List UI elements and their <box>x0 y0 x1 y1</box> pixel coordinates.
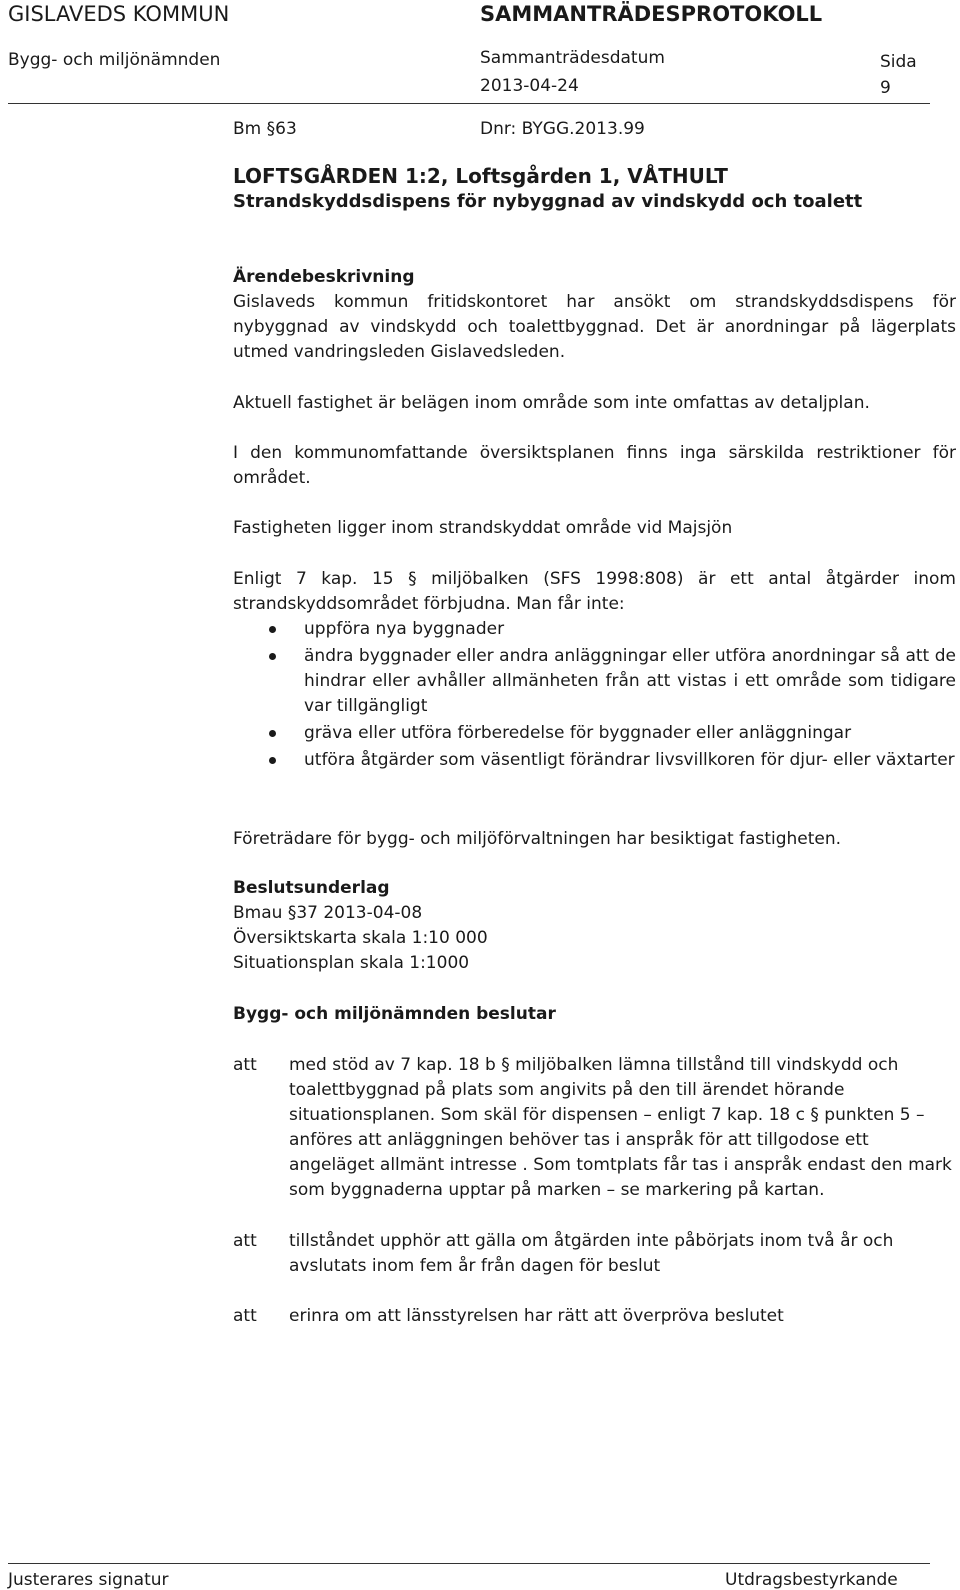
case-title-block <box>233 164 956 214</box>
decision-prefix: att <box>233 1055 257 1075</box>
adjuster-signature-label: Justerares signatur <box>8 1570 169 1590</box>
description-section <box>233 265 956 365</box>
list-item: gräva eller utföra förberedelse för byggnader eller anläggningar <box>233 721 956 746</box>
description-paragraph: I den kommunomfattande översiktsplanen finns inga särskilda restriktioner för området. <box>233 443 956 488</box>
decision-heading: Bygg- och miljönämnden beslutar <box>233 1004 556 1024</box>
description-paragraph: Företrädare för bygg- och miljöförvaltningen har besiktigat fastigheten. <box>233 829 842 849</box>
decision-text: tillståndet upphör att gälla om åtgärden inte påbörjats inom två år och avslutats inom fem år från dagen för beslut <box>289 1231 894 1276</box>
bullet-icon <box>269 626 276 633</box>
board-name: Bygg- och miljönämnden <box>8 50 221 70</box>
bullet-icon <box>269 730 276 737</box>
inspection-block <box>233 827 956 852</box>
description-paragraph-3-block <box>233 441 956 491</box>
case-reference <box>233 117 956 142</box>
description-paragraph: Enligt 7 kap. 15 § miljöbalken (SFS 1998:808) är ett antal åtgärder inom strandskyddsområdet förbjudna. Man får inte: <box>233 569 956 614</box>
list-item: uppföra nya byggnader <box>233 617 956 642</box>
organization-name: GISLAVEDS KOMMUN <box>8 2 230 26</box>
bullet-icon <box>269 757 276 764</box>
description-paragraph: Fastigheten ligger inom strandskyddat område vid Majsjön <box>233 518 733 538</box>
description-heading: Ärendebeskrivning <box>233 267 415 287</box>
description-paragraph-2-block <box>233 391 956 416</box>
paragraph-number: Bm §63 <box>233 119 297 139</box>
page-label: Sida <box>880 52 917 72</box>
description-paragraph: Gislaveds kommun fritidskontoret har ansökt om strandskyddsdispens för nybyggnad av vindskydd och toalettbyggnad. Det är anordningar på lägerplats utmed vandringsleden Gislavedsleden. <box>233 292 956 362</box>
prohibition-list <box>233 617 956 773</box>
header-divider <box>8 103 930 104</box>
case-title: LOFTSGÅRDEN 1:2, Loftsgården 1, VÅTHULT <box>233 164 728 188</box>
description-paragraph-4-block <box>233 516 956 541</box>
list-item: ändra byggnader eller andra anläggningar eller utföra anordningar så att de hindrar eller avhåller allmänheten från att vistas i ett område som tidigare var tillgängligt <box>233 644 956 719</box>
meeting-date: 2013-04-24 <box>480 76 579 96</box>
diary-number: Dnr: BYGG.2013.99 <box>480 119 645 139</box>
basis-item: Översiktskarta skala 1:10 000 <box>233 928 488 948</box>
document-type: SAMMANTRÄDESPROTOKOLL <box>480 2 823 26</box>
decision-text: med stöd av 7 kap. 18 b § miljöbalken lämna tillstånd till vindskydd och toalettbyggnad på plats som angivits på den till ärendet hörande situationsplanen. Som skäl för dispensen – enligt 7 kap. 18 c § punkten 5 – anföres att anläggningen behöver tas i anspråk för att tillgodose ett angeläget allmänt intresse . Som tomtplats får tas i anspråk endast den mark som byggnaderna upptar på marken – se markering på kartan. <box>289 1055 952 1200</box>
decision-prefix: att <box>233 1306 257 1326</box>
basis-item: Bmau §37 2013-04-08 <box>233 903 423 923</box>
meeting-date-label: Sammanträdesdatum <box>480 48 665 68</box>
prohibitions-block <box>233 567 956 775</box>
description-paragraph: Aktuell fastighet är belägen inom område som inte omfattas av detaljplan. <box>233 393 870 413</box>
basis-section <box>233 876 956 976</box>
decision-text: erinra om att länsstyrelsen har rätt att överpröva beslutet <box>289 1306 784 1326</box>
decision-heading-block <box>233 1002 956 1027</box>
bullet-icon <box>269 653 276 660</box>
footer-divider <box>8 1563 930 1564</box>
basis-heading: Beslutsunderlag <box>233 878 390 898</box>
extract-certification-label: Utdragsbestyrkande <box>725 1570 898 1590</box>
list-item: utföra åtgärder som väsentligt förändrar livsvillkoren för djur- eller växtarter <box>233 748 956 773</box>
page-number: 9 <box>880 78 891 98</box>
decision-prefix: att <box>233 1231 257 1251</box>
case-subtitle: Strandskyddsdispens för nybyggnad av vindskydd och toalett <box>233 191 863 212</box>
basis-item: Situationsplan skala 1:1000 <box>233 953 470 973</box>
